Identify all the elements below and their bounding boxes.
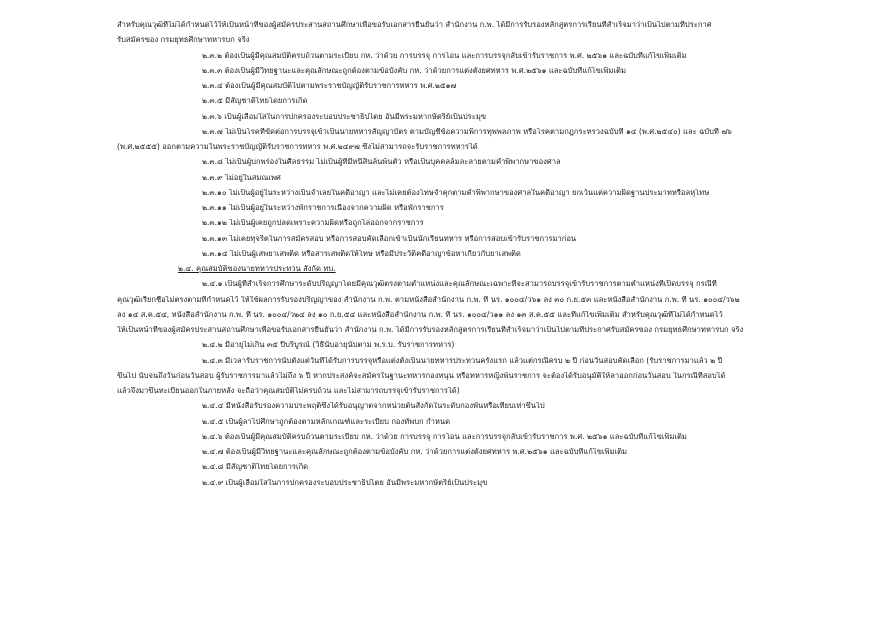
text-line: สำหรับคุณวุฒิที่ไม่ได้กำหนดไว้ให้เป็นหน้าที่ของผู้สมัครประสานสถานศึกษาเพื่อขอรับเอกสารยืนยันว่า สำนักงาน ก.พ. ได้มีการรับรองหลักสูตรการเรียนที่สำเร็จมาว่าเป็นไปตามที่ประกาศ	[117, 21, 712, 29]
text-line: ๒.๓.๖ เป็นผู้เลื่อมใสในการปกครองระบอบประชาธิปไตย อันมีพระมหากษัตริย์เป็นประมุข	[202, 113, 487, 121]
text-line: ๒.๓.๑๐ ไม่เป็นผู้อยู่ในระหว่างเป็นจำเลยในคดีอาญา และไม่เคยต้องโทษจำคุกตามคำพิพากษาของศาลในคดีอาญา ยกเว้นแต่ความผิดฐานประมาทหรือลหุโทษ	[202, 189, 710, 197]
text-line: ๒.๔.๒ มีอายุไม่เกิน ๓๕ ปีบริบูรณ์ (วิธีนับอายุนับตาม พ.ร.บ. รับราชการทหาร)	[202, 341, 455, 349]
text-line: ๒.๔.๘ มีสัญชาติไทยโดยการเกิด	[202, 463, 309, 471]
text-line: (พ.ศ.๒๕๕๕) ออกตามความในพระราชบัญญัติรับราชการทหาร พ.ศ.๒๔๙๗ ซึ่งไม่สามารถจะรับราชการทหารได้	[117, 143, 478, 151]
text-line: ๒.๓.๘ ไม่เป็นผู้บกพร่องในศีลธรรม ไม่เป็นผู้ที่มีหนี้สินล้นพ้นตัว หรือเป็นบุคคลล้มละลายตามคำพิพากษาของศาล	[202, 158, 561, 166]
text-line: รับสมัครของ กรมยุทธศึกษาทหารบก จริง	[117, 36, 250, 44]
text-line: แล้วจึงมาขึ้นทะเบียนออกในภายหลัง จะถือว่าคุณสมบัติไม่ครบถ้วน และไม่สามารถบรรจุเข้ารับราชการได้)	[117, 387, 460, 395]
text-line: ๒.๔.๖ ต้องเป็นผู้มีคุณสมบัติครบถ้วนตามระเบียบ กห. ว่าด้วย การบรรจุ การโอน และการบรรจุกลับเข้ารับราชการ พ.ศ. ๒๕๖๑ และฉบับที่แก้ไขเพิ่มเติม	[202, 433, 687, 441]
text-line: ๒.๔.๔ มีหนังสือรับรองความประพฤติซึ่งได้รับอนุญาตจากหน่วยต้นสังกัดในระดับกองพันหรือเทียบเท่าขึ้นไป	[202, 402, 545, 410]
text-line: ๒.๓.๒ ต้องเป็นผู้มีคุณสมบัติครบถ้วนตามระเบียบ กห. ว่าด้วย การบรรจุ การโอน และการบรรจุกลับเข้ารับราชการ พ.ศ. ๒๕๖๑ และฉบับที่แก้ไขเพิ่มเติม	[202, 52, 687, 60]
text-line: ๒.๓.๔ ต้องเป็นผู้มีคุณสมบัติไปตามพระราชบัญญัติรับราชการทหาร พ.ศ.๒๕๑๗	[202, 82, 457, 90]
text-line: ๒.๓.๙ ไม่อยู่ในสมณเพศ	[202, 174, 281, 182]
text-line: ๒.๔.๗ ต้องเป็นผู้มีวิทยฐานะและคุณลักษณะถูกต้องตามข้อบังคับ กห. ว่าด้วยการแต่งตั้งยศทหาร พ.ศ.๒๕๖๑ และฉบับที่แก้ไขเพิ่มเติม	[202, 448, 628, 456]
text-line: ขึ้นไป นับจนถึงวันก่อนวันสอบ ผู้รับราชการมาแล้วไม่ถึง ๖ ปี หากประสงค์จะสมัครในฐานะทหารกองหนุน หรือทหารหญิงพ้นราชการ จะต้องได้รับอนุมัติให้ลาออกก่อนวันสอบ ในกรณีที่สอบได้	[117, 372, 726, 380]
text-line: ๒.๓.๑๒ ไม่เป็นผู้เคยถูกปลดเพราะความผิดหรือถูกไล่ออกจากราชการ	[202, 219, 424, 227]
text-line: คุณวุฒิเรียกชื่อไม่ตรงตามที่กำหนดไว้ ให้ใช้ผลการรับรองปริญญาของ สำนักงาน ก.พ. ตามหนังสือสำนักงาน ก.พ. ที่ นร. ๑๐๐๔/ว๖๑ ลง ๓๐ ก.ย.๕๓ และหนังสือสำนักงาน ก.พ. ที่ นร. ๑๐๐๔/ว๖๒	[117, 296, 740, 304]
text-line: ๒.๓.๑๓ ไม่เคยทุจริตในการสมัครสอบ หรือการสอบคัดเลือกเข้าเป็นนักเรียนทหาร หรือการสอบเข้ารับราชการมาก่อน	[202, 235, 577, 243]
text-line: ๒.๔.๓ มีเวลารับราชการนับตั้งแต่วันที่ได้รับการบรรจุหรือแต่งตั้งเป็นนายทหารประทวนครั้งแรก แล้วแต่กรณีครบ ๒ ปี ก่อนวันสอบคัดเลือก (รับราชการมาแล้ว ๒ ปี	[202, 357, 723, 365]
text-line: ๒.๓.๑๔ ไม่เป็นผู้เสพยาเสพติด หรือสารเสพติดให้โทษ หรือมีประวัติคดีอาญาข้อหาเกี่ยวกับยาเสพติด	[202, 250, 521, 258]
text-line: ๒.๓.๗ ไม่เป็นโรคที่ขัดต่อการบรรจุเข้าเป็นนายทหารสัญญาบัตร ตามบัญชีข้อความพิการทุพพลภาพ หรือโรคตามกฎกระทรวงฉบับที่ ๑๔ (พ.ศ.๒๕๔๐) และ ฉบับที่ ๗๖	[202, 128, 732, 136]
text-line: ๒.๓.๕ มีสัญชาติไทยโดยการเกิด	[202, 97, 308, 105]
text-line: ให้เป็นหน้าที่ของผู้สมัครประสานสถานศึกษาเพื่อขอรับเอกสารยืนยันว่า สำนักงาน ก.พ. ได้มีการรับรองหลักสูตรการเรียนที่สำเร็จมาว่าเป็นไปตามที่ประกาศรับสมัครของ กรมยุทธศึกษาทหารบก จริง	[117, 326, 744, 334]
text-line: ๒.๔.๕ เป็นผู้ลาไปศึกษาถูกต้องตามหลักเกณฑ์และระเบียบ กองทัพบก กำหนด	[202, 418, 451, 426]
text-line: ๒.๔.๑ เป็นผู้ที่สำเร็จการศึกษาระดับปริญญาโดยมีคุณวุฒิตรงตามตำแหน่งและคุณลักษณะเฉพาะที่จะสามารถบรรจุเข้ารับราชการตามตำแหน่งที่เปิดบรรจุ กรณีที่	[202, 280, 717, 288]
text-line: ๒.๔. คุณสมบัติของนายทหารประทวน สังกัด ทบ.	[178, 265, 336, 273]
text-line: ลง ๑๔ ส.ค.๕๔, หนังสือสำนักงาน ก.พ. ที่ นร. ๑๐๐๔/ว๒๔ ลง ๑๐ ก.ย.๕๔ และหนังสือสำนักงาน ก.พ. ที่ นร. ๑๐๐๔/ว๑๑ ลง ๑๓ ส.ค.๕๕ และที่แก้ไขเพิ่มเติม สำหรับคุณวุฒิที่ไม่ได้กำหนดไว้	[117, 311, 723, 319]
text-line: ๒.๔.๙ เป็นผู้เลื่อมใสในการปกครองระบอบประชาธิปไตย อันมีพระมหากษัตริย์เป็นประมุข	[202, 479, 488, 487]
text-line: ๒.๓.๓ ต้องเป็นผู้มีวิทยฐานะและคุณลักษณะถูกต้องตามข้อบังคับ กห. ว่าด้วยการแต่งตั้งยศทหาร พ.ศ.๒๕๖๑ และฉบับที่แก้ไขเพิ่มเติม	[202, 67, 626, 75]
text-line: ๒.๓.๑๑ ไม่เป็นผู้อยู่ในระหว่างพักราชการเนื่องจากความผิด หรือพักราชการ	[202, 204, 444, 212]
